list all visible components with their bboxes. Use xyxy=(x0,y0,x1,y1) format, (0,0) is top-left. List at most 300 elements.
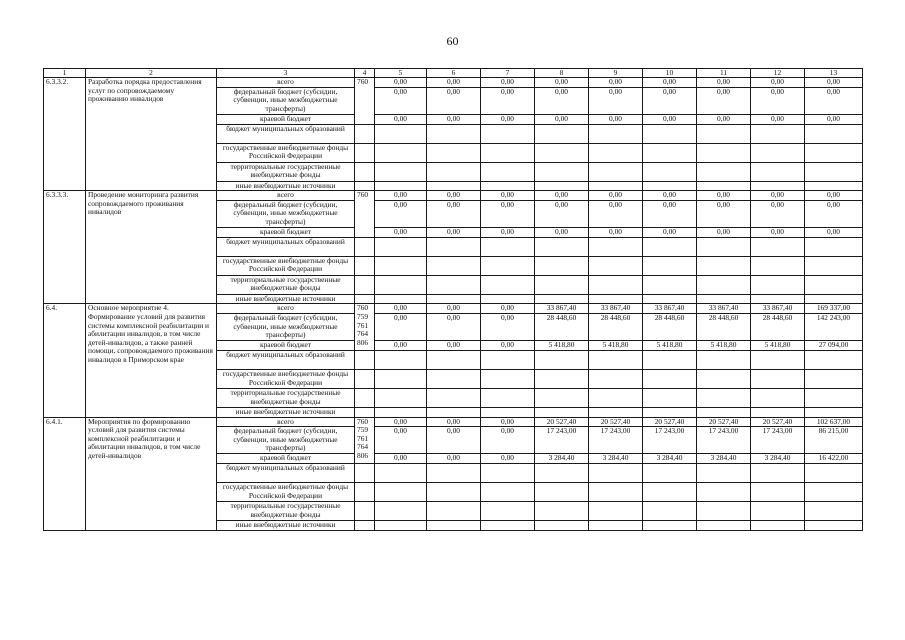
empty-cell xyxy=(427,124,481,143)
empty-cell xyxy=(535,275,589,294)
empty-cell xyxy=(427,483,481,502)
empty-cell xyxy=(427,275,481,294)
empty-cell xyxy=(643,275,697,294)
empty-cell xyxy=(697,483,751,502)
value-cell: 0,00 xyxy=(535,78,589,88)
empty-cell xyxy=(805,521,863,531)
budget-code: 761 xyxy=(357,433,369,443)
empty-cell xyxy=(805,162,863,181)
value-cell: 0,00 xyxy=(375,191,427,201)
value-cell: 142 243,00 xyxy=(805,313,863,340)
empty-cell xyxy=(751,369,805,388)
column-number: 1 xyxy=(44,69,86,78)
empty-cell xyxy=(535,502,589,521)
value-cell: 0,00 xyxy=(375,454,427,464)
empty-cell xyxy=(751,464,805,483)
empty-cell xyxy=(805,483,863,502)
empty-cell xyxy=(355,143,375,162)
empty-cell xyxy=(589,275,643,294)
funding-source-label: территориальные государственные внебюджетные фонды xyxy=(217,162,355,181)
value-cell: 0,00 xyxy=(481,427,535,454)
empty-cell xyxy=(643,369,697,388)
value-cell: 0,00 xyxy=(589,200,643,227)
empty-cell xyxy=(751,407,805,417)
empty-cell xyxy=(481,369,535,388)
value-cell: 20 527,40 xyxy=(697,417,751,427)
value-cell: 102 637,00 xyxy=(805,417,863,427)
value-cell: 28 448,60 xyxy=(697,313,751,340)
funding-source-label: государственные внебюджетные фонды Российской Федерации xyxy=(217,483,355,502)
budget-code-cell xyxy=(355,191,375,238)
column-number: 7 xyxy=(481,69,535,78)
empty-cell xyxy=(697,256,751,275)
empty-cell xyxy=(643,502,697,521)
value-cell: 0,00 xyxy=(481,340,535,350)
empty-cell xyxy=(535,350,589,369)
empty-cell xyxy=(427,294,481,304)
empty-cell xyxy=(589,521,643,531)
empty-cell xyxy=(355,502,375,521)
empty-cell xyxy=(589,483,643,502)
value-cell: 0,00 xyxy=(643,227,697,237)
value-cell: 0,00 xyxy=(589,191,643,201)
value-cell: 20 527,40 xyxy=(751,417,805,427)
funding-source-label: краевой бюджет xyxy=(217,227,355,237)
empty-cell xyxy=(805,124,863,143)
empty-cell xyxy=(805,181,863,191)
value-cell: 0,00 xyxy=(375,87,427,114)
empty-cell xyxy=(751,294,805,304)
page-number: 60 xyxy=(446,34,459,48)
empty-cell xyxy=(375,294,427,304)
empty-cell xyxy=(375,502,427,521)
empty-cell xyxy=(535,124,589,143)
empty-cell xyxy=(697,521,751,531)
budget-code: 806 xyxy=(357,337,369,347)
value-cell: 5 418,80 xyxy=(643,340,697,350)
value-cell: 3 284,40 xyxy=(697,454,751,464)
value-cell: 0,00 xyxy=(751,227,805,237)
empty-cell xyxy=(427,181,481,191)
value-cell: 17 243,00 xyxy=(697,427,751,454)
empty-cell xyxy=(427,237,481,256)
value-cell: 0,00 xyxy=(481,417,535,427)
empty-cell xyxy=(697,407,751,417)
empty-cell xyxy=(375,256,427,275)
empty-cell xyxy=(535,369,589,388)
empty-cell xyxy=(697,275,751,294)
empty-cell xyxy=(427,369,481,388)
value-cell: 28 448,60 xyxy=(589,313,643,340)
funding-source-label: территориальные государственные внебюджетные фонды xyxy=(217,388,355,407)
empty-cell xyxy=(355,275,375,294)
measure-name: Основное мероприятие 4. Формирование условий для развития системы комплексной реабилитации и абилитации инвалидов, в том числе детей-инвалидов, а также ранней помощи, сопровождаемого проживания инвалидов в Приморском крае xyxy=(86,304,217,417)
empty-cell xyxy=(697,388,751,407)
empty-cell xyxy=(697,181,751,191)
value-cell: 0,00 xyxy=(697,200,751,227)
empty-cell xyxy=(535,143,589,162)
empty-cell xyxy=(355,124,375,143)
empty-cell xyxy=(535,256,589,275)
value-cell: 0,00 xyxy=(535,114,589,124)
empty-cell xyxy=(589,162,643,181)
value-cell: 0,00 xyxy=(427,454,481,464)
value-cell: 0,00 xyxy=(643,191,697,201)
column-number: 10 xyxy=(643,69,697,78)
empty-cell xyxy=(589,237,643,256)
funding-source-label: краевой бюджет xyxy=(217,454,355,464)
empty-cell xyxy=(375,162,427,181)
column-number: 6 xyxy=(427,69,481,78)
value-cell: 0,00 xyxy=(805,191,863,201)
empty-cell xyxy=(805,388,863,407)
value-cell: 0,00 xyxy=(697,227,751,237)
value-cell: 0,00 xyxy=(805,114,863,124)
value-cell: 0,00 xyxy=(805,87,863,114)
empty-cell xyxy=(589,388,643,407)
empty-cell xyxy=(355,237,375,256)
empty-cell xyxy=(481,181,535,191)
empty-cell xyxy=(481,275,535,294)
empty-cell xyxy=(427,407,481,417)
empty-cell xyxy=(375,181,427,191)
empty-cell xyxy=(643,181,697,191)
budget-code: 761 xyxy=(357,320,369,330)
value-cell: 0,00 xyxy=(589,114,643,124)
empty-cell xyxy=(643,162,697,181)
value-cell: 27 094,00 xyxy=(805,340,863,350)
value-cell: 0,00 xyxy=(481,313,535,340)
value-cell: 0,00 xyxy=(375,427,427,454)
funding-source-label: всего xyxy=(217,191,355,201)
column-number: 8 xyxy=(535,69,589,78)
empty-cell xyxy=(697,502,751,521)
value-cell: 0,00 xyxy=(751,200,805,227)
column-number: 4 xyxy=(355,69,375,78)
empty-cell xyxy=(697,350,751,369)
value-cell: 3 284,40 xyxy=(751,454,805,464)
empty-cell xyxy=(589,369,643,388)
empty-cell xyxy=(751,256,805,275)
empty-cell xyxy=(427,162,481,181)
column-number: 5 xyxy=(375,69,427,78)
budget-code: 759 xyxy=(357,425,369,435)
row-total xyxy=(44,417,863,427)
value-cell: 3 284,40 xyxy=(643,454,697,464)
empty-cell xyxy=(375,143,427,162)
empty-cell xyxy=(535,464,589,483)
value-cell: 20 527,40 xyxy=(535,417,589,427)
row-total xyxy=(44,191,863,201)
funding-source-label: государственные внебюджетные фонды Российской Федерации xyxy=(217,143,355,162)
value-cell: 0,00 xyxy=(427,78,481,88)
empty-cell xyxy=(535,294,589,304)
value-cell: 33 867,40 xyxy=(535,304,589,314)
funding-source-label: государственные внебюджетные фонды Российской Федерации xyxy=(217,369,355,388)
empty-cell xyxy=(751,143,805,162)
empty-cell xyxy=(805,464,863,483)
budget-code: 760 xyxy=(357,190,369,200)
value-cell: 0,00 xyxy=(481,114,535,124)
empty-cell xyxy=(697,294,751,304)
empty-cell xyxy=(355,294,375,304)
value-cell: 0,00 xyxy=(375,227,427,237)
empty-cell xyxy=(805,350,863,369)
empty-cell xyxy=(427,502,481,521)
value-cell: 0,00 xyxy=(375,340,427,350)
funding-source-label: бюджет муниципальных образований xyxy=(217,237,355,256)
value-cell: 0,00 xyxy=(427,340,481,350)
value-cell: 17 243,00 xyxy=(589,427,643,454)
column-number: 12 xyxy=(751,69,805,78)
value-cell: 33 867,40 xyxy=(643,304,697,314)
value-cell: 0,00 xyxy=(589,78,643,88)
budget-table xyxy=(43,68,863,531)
value-cell: 0,00 xyxy=(535,227,589,237)
value-cell: 0,00 xyxy=(481,454,535,464)
funding-source-label: всего xyxy=(217,304,355,314)
measure-code: 6.4.1. xyxy=(44,417,86,530)
empty-cell xyxy=(375,275,427,294)
value-cell: 0,00 xyxy=(805,200,863,227)
budget-code: 764 xyxy=(357,442,369,452)
empty-cell xyxy=(643,388,697,407)
empty-cell xyxy=(697,124,751,143)
value-cell: 17 243,00 xyxy=(535,427,589,454)
value-cell: 0,00 xyxy=(375,304,427,314)
budget-code: 759 xyxy=(357,311,369,321)
empty-cell xyxy=(697,369,751,388)
measure-code: 6.3.3.2. xyxy=(44,78,86,191)
value-cell: 17 243,00 xyxy=(643,427,697,454)
budget-code-cell xyxy=(355,417,375,464)
value-cell: 0,00 xyxy=(481,200,535,227)
value-cell: 0,00 xyxy=(427,427,481,454)
empty-cell xyxy=(751,521,805,531)
empty-cell xyxy=(805,502,863,521)
value-cell: 0,00 xyxy=(535,191,589,201)
empty-cell xyxy=(751,350,805,369)
funding-source-label: всего xyxy=(217,78,355,88)
value-cell: 20 527,40 xyxy=(643,417,697,427)
value-cell: 0,00 xyxy=(751,114,805,124)
empty-cell xyxy=(481,388,535,407)
empty-cell xyxy=(427,143,481,162)
empty-cell xyxy=(535,237,589,256)
column-number-row xyxy=(44,69,863,78)
funding-source-label: краевой бюджет xyxy=(217,114,355,124)
empty-cell xyxy=(481,483,535,502)
empty-cell xyxy=(589,181,643,191)
funding-source-label: территориальные государственные внебюджетные фонды xyxy=(217,275,355,294)
empty-cell xyxy=(427,350,481,369)
value-cell: 169 337,00 xyxy=(805,304,863,314)
empty-cell xyxy=(643,521,697,531)
value-cell: 0,00 xyxy=(697,191,751,201)
funding-source-label: территориальные государственные внебюджетные фонды xyxy=(217,502,355,521)
value-cell: 0,00 xyxy=(427,200,481,227)
value-cell: 33 867,40 xyxy=(589,304,643,314)
empty-cell xyxy=(375,464,427,483)
value-cell: 0,00 xyxy=(535,200,589,227)
empty-cell xyxy=(427,521,481,531)
budget-code-cell xyxy=(355,304,375,351)
value-cell: 0,00 xyxy=(427,87,481,114)
measure-code: 6.3.3.3. xyxy=(44,191,86,304)
value-cell: 0,00 xyxy=(427,313,481,340)
empty-cell xyxy=(375,521,427,531)
column-number: 11 xyxy=(697,69,751,78)
value-cell: 3 284,40 xyxy=(589,454,643,464)
funding-source-label: бюджет муниципальных образований xyxy=(217,350,355,369)
funding-source-label: иные внебюджетные источники xyxy=(217,521,355,531)
funding-source-label: федеральный бюджет (субсидии, субвенции, иные межбюджетные трансферты) xyxy=(217,200,355,227)
value-cell: 17 243,00 xyxy=(751,427,805,454)
value-cell: 0,00 xyxy=(697,114,751,124)
empty-cell xyxy=(355,521,375,531)
empty-cell xyxy=(643,350,697,369)
empty-cell xyxy=(589,294,643,304)
empty-cell xyxy=(751,181,805,191)
value-cell: 0,00 xyxy=(481,227,535,237)
empty-cell xyxy=(697,464,751,483)
measure-code: 6.4. xyxy=(44,304,86,417)
empty-cell xyxy=(643,143,697,162)
value-cell: 0,00 xyxy=(427,304,481,314)
budget-code: 760 xyxy=(357,303,369,313)
value-cell: 5 418,80 xyxy=(535,340,589,350)
funding-source-label: бюджет муниципальных образований xyxy=(217,464,355,483)
value-cell: 0,00 xyxy=(481,304,535,314)
value-cell: 0,00 xyxy=(375,78,427,88)
empty-cell xyxy=(697,237,751,256)
empty-cell xyxy=(751,124,805,143)
empty-cell xyxy=(589,502,643,521)
empty-cell xyxy=(535,162,589,181)
value-cell: 0,00 xyxy=(697,87,751,114)
empty-cell xyxy=(751,388,805,407)
empty-cell xyxy=(355,388,375,407)
empty-cell xyxy=(643,237,697,256)
empty-cell xyxy=(355,369,375,388)
empty-cell xyxy=(535,483,589,502)
value-cell: 5 418,80 xyxy=(751,340,805,350)
empty-cell xyxy=(751,275,805,294)
empty-cell xyxy=(427,256,481,275)
funding-source-label: бюджет муниципальных образований xyxy=(217,124,355,143)
empty-cell xyxy=(355,181,375,191)
value-cell: 28 448,60 xyxy=(751,313,805,340)
value-cell: 86 215,00 xyxy=(805,427,863,454)
funding-source-label: иные внебюджетные источники xyxy=(217,407,355,417)
empty-cell xyxy=(375,237,427,256)
empty-cell xyxy=(697,143,751,162)
row-total xyxy=(44,304,863,314)
measure-name: Мероприятия по формированию условий для развития системы комплексной реабилитации и абилитации инвалидов, в том числе детей-инвалидов xyxy=(86,417,217,530)
empty-cell xyxy=(643,256,697,275)
empty-cell xyxy=(481,407,535,417)
value-cell: 0,00 xyxy=(589,87,643,114)
value-cell: 0,00 xyxy=(643,200,697,227)
value-cell: 0,00 xyxy=(805,78,863,88)
empty-cell xyxy=(751,483,805,502)
empty-cell xyxy=(805,237,863,256)
value-cell: 0,00 xyxy=(375,417,427,427)
value-cell: 0,00 xyxy=(751,87,805,114)
empty-cell xyxy=(481,464,535,483)
empty-cell xyxy=(589,350,643,369)
value-cell: 0,00 xyxy=(481,78,535,88)
empty-cell xyxy=(355,162,375,181)
empty-cell xyxy=(355,256,375,275)
empty-cell xyxy=(375,369,427,388)
empty-cell xyxy=(589,256,643,275)
empty-cell xyxy=(643,124,697,143)
column-number: 2 xyxy=(86,69,217,78)
empty-cell xyxy=(481,294,535,304)
empty-cell xyxy=(481,350,535,369)
value-cell: 0,00 xyxy=(751,191,805,201)
value-cell: 28 448,60 xyxy=(643,313,697,340)
value-cell: 0,00 xyxy=(589,227,643,237)
funding-source-label: краевой бюджет xyxy=(217,340,355,350)
empty-cell xyxy=(375,407,427,417)
value-cell: 0,00 xyxy=(375,114,427,124)
value-cell: 0,00 xyxy=(427,227,481,237)
empty-cell xyxy=(535,521,589,531)
empty-cell xyxy=(375,388,427,407)
table-body xyxy=(44,69,863,531)
funding-source-label: федеральный бюджет (субсидии, субвенции, иные межбюджетные трансферты) xyxy=(217,313,355,340)
empty-cell xyxy=(375,124,427,143)
value-cell: 3 284,40 xyxy=(535,454,589,464)
value-cell: 0,00 xyxy=(643,114,697,124)
value-cell: 0,00 xyxy=(805,227,863,237)
empty-cell xyxy=(805,256,863,275)
empty-cell xyxy=(535,407,589,417)
value-cell: 0,00 xyxy=(535,87,589,114)
budget-code: 806 xyxy=(357,450,369,460)
empty-cell xyxy=(805,275,863,294)
value-cell: 0,00 xyxy=(643,78,697,88)
empty-cell xyxy=(535,181,589,191)
value-cell: 33 867,40 xyxy=(751,304,805,314)
row-total xyxy=(44,78,863,88)
budget-code: 760 xyxy=(357,77,369,86)
value-cell: 0,00 xyxy=(481,191,535,201)
value-cell: 28 448,60 xyxy=(535,313,589,340)
empty-cell xyxy=(481,502,535,521)
empty-cell xyxy=(481,143,535,162)
empty-cell xyxy=(427,464,481,483)
funding-source-label: федеральный бюджет (субсидии, субвенции, иные межбюджетные трансферты) xyxy=(217,427,355,454)
value-cell: 0,00 xyxy=(751,78,805,88)
value-cell: 0,00 xyxy=(427,417,481,427)
funding-source-label: всего xyxy=(217,417,355,427)
empty-cell xyxy=(805,143,863,162)
measure-name: Проведение мониторинга развития сопровождаемого проживания инвалидов xyxy=(86,191,217,304)
column-number: 3 xyxy=(217,69,355,78)
value-cell: 0,00 xyxy=(427,191,481,201)
empty-cell xyxy=(481,162,535,181)
budget-code: 764 xyxy=(357,329,369,339)
empty-cell xyxy=(375,350,427,369)
empty-cell xyxy=(481,256,535,275)
value-cell: 20 527,40 xyxy=(589,417,643,427)
value-cell: 0,00 xyxy=(697,78,751,88)
empty-cell xyxy=(355,464,375,483)
measure-name: Разработка порядка предоставления услуг по сопровождаемому проживанию инвалидов xyxy=(86,78,217,191)
